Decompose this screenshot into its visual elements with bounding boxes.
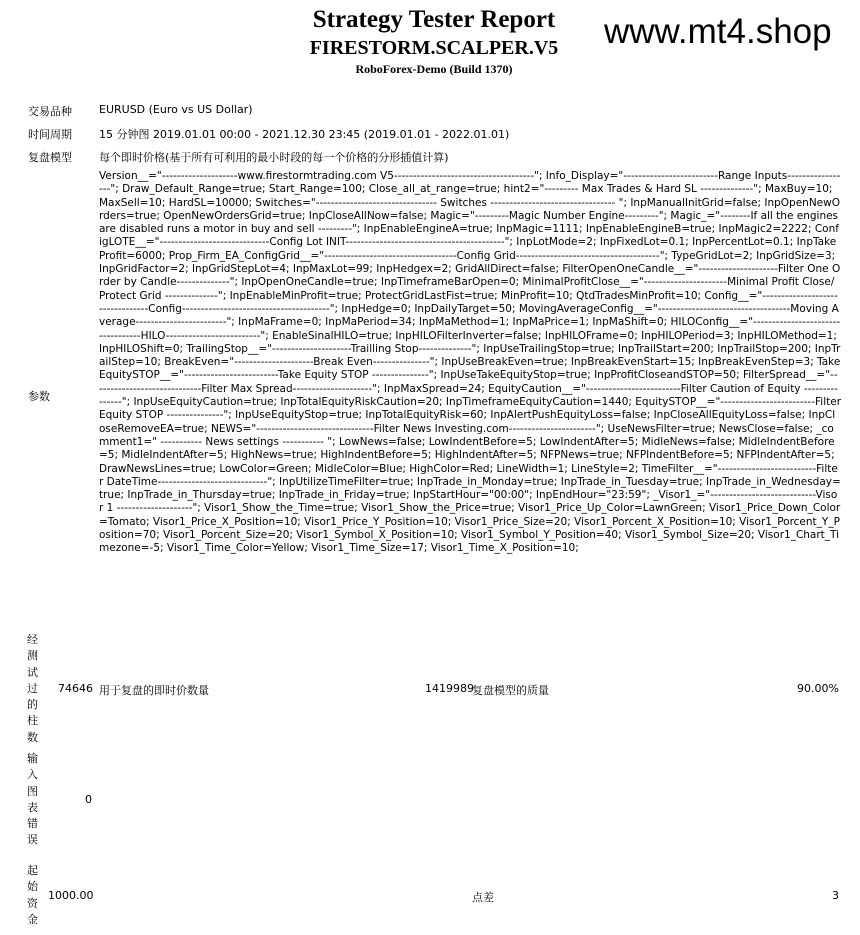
quality-label: 复盘模型的质量: [472, 684, 549, 697]
ticks-label: 用于复盘的即时价数量: [99, 684, 209, 697]
deposit-label: 起始资金: [27, 864, 38, 926]
bars-label: 经测试过的柱数: [27, 633, 38, 744]
errors-label: 输入图表错误: [27, 752, 38, 847]
period-label: 时间周期: [28, 128, 72, 141]
model-value: 每个即时价格(基于所有可利用的最小时段的每一个价格的分形插值计算): [99, 151, 449, 164]
params-label: 参数: [28, 390, 50, 403]
errors-value: 0: [85, 793, 92, 806]
symbol-value: EURUSD (Euro vs US Dollar): [99, 103, 253, 116]
model-label: 复盘模型: [28, 151, 72, 164]
report-title: Strategy Tester Report: [312, 6, 556, 33]
quality-value: 90.00%: [797, 682, 839, 695]
expert-name: FIRESTORM.SCALPER.V5: [309, 37, 559, 59]
period-value: 15 分钟图 2019.01.01 00:00 - 2021.12.30 23:45 (2019.01.01 - 2022.01.01): [99, 128, 510, 141]
deposit-value: 1000.00: [48, 889, 94, 902]
symbol-label: 交易品种: [28, 105, 72, 118]
server-build: RoboForex-Demo (Build 1370): [355, 62, 513, 76]
bars-value: 74646: [58, 682, 93, 695]
spread-label: 点差: [472, 891, 494, 904]
params-value: Version__="--------------------www.firestormtrading.com V5-------------------------------------"; Info_Display="-------------------------Range Inputs-----------------"; Draw_Default_Range=true; Start_Range=100; Close_all_at_range=true; hint2="--------- Max Trades & Hard SL --------------"; MaxBuy=10; MaxSell=10; HardSL=10000; Switches="-------------------------------- Switches --------------------------------- "; InpManualInitGrid=false; InpOpenNewOrders=true; OpenNewOrdersGrid=true; InpCloseAllNow=false; Magic="---------Magic Number Engine---------"; Magic_="--------If all the engines are disabled runs a motor in buy and sell ---------"; InpEnableEngineA=true; InpMagic=1111; InpEnableEngineB=true; InpMagic2=2222; ConfigLOTE__="-----------------------------Config Lot INIT------------------------------------------"; InpLotMode=2; InpFixedLot=0.1; InpPercentLot=0.1; InpTakeProfit=6000; Prop_Firm_EA_ConfigGrid__="-----------------------------------Config Grid--------------------------------------"; TypeGridLot=2; InpGridSize=3; InpGridFactor=2; InpGridStepLot=4; InpMaxLot=99; InpHedgex=2; GridAllDirect=false; FilterOpenOneCandle__="---------------------Filter One Order by Candle--------------"; InpOpenOneCandle=true; InpTimeframeBarOpen=0; MinimalProfitClose__="----------------------Minimal Profit Close/ Protect Grid --------------"; InpEnableMinProfit=true; ProtectGridLastFist=true; MinProfit=10; QtdTradesMinProfit=10; Config__="---------------------------------Config---------------------------------------"; InpHedge=0; InpDailyTarget=50; MovingAverageConfig__="-----------------------------------Moving Average------------------------"; InpMaFrame=0; InpMaPeriod=34; InpMaMethod=1; InpMaPrice=1; InpMaShift=0; HILOConfig__="----------------------------------HILO-------------------------"; EnableSinalHILO=true; InpHILOFilterInverter=false; InpHILOFrame=0; InpHILOPeriod=3; InpHILOMethod=1; InpHILOShift=0; TrailingStop__="---------------------Trailling Stop--------------"; InpUseTrailingStop=true; InpTrailStart=200; InpTrailStop=200; InpTrailStep=10; BreakEven="---------------------Break Even---------------"; InpUseBreakEven=true; InpBreakEvenStart=15; InpBreakEvenStep=3; TakeEquitySTOP__="-------------------------Take Equity STOP ---------------"; InpUseTakeEquityStop=true; InpProfitCloseandSTOP=50; FilterSpread__="-----------------------------Filter Max Spread---------------------"; InpMaxSpread=24; EquityCaution__="-------------------------Filter Caution of Equity ---------------"; InpUseEquityCaution=true; InpTotalEquityRiskCaution=20; InpTimeframeEquityCaution=1440; EquitySTOP__="-------------------------Filter Equity STOP ---------------"; InpUseEquityStop=true; InpTotalEquityRisk=60; InpAlertPushEquityLoss=false; InpCloseAllEquityLoss=false; InpCloseRemoveEA=true; NEWS="-------------------------------Filter News Investing.com-----------------------"; UseNewsFilter=true; NewsClose=false; _comment1=" ----------- News settings ----------- "; LowNews=false; LowIndentBefore=5; LowIndentAfter=5; MidleNews=false; MidleIndentBefore=5; MidleIndentAfter=5; HighNews=true; HighIndentBefore=5; HighIndentAfter=5; NFPNews=true; NFPIndentBefore=5; NFPIndentAfter=5; DrawNewsLines=true; LowColor=Green; MidleColor=Blue; HighColor=Red; LineWidth=1; LineStyle=2; TimeFilter__="--------------------------Filter DateTime-----------------------------"; InpUtilizeTimeFilter=true; InpTrade_in_Monday=true; InpTrade_in_Tuesday=true; InpTrade_in_Wednesday=true; InpTrade_in_Thursday=true; InpTrade_in_Friday=true; InpStartHour="00:00"; InpEndHour="23:59"; _Visor1_="----------------------------Visor 1 --------------------"; Visor1_Show_the_Time=true; Visor1_Show_the_Price=true; Visor1_Price_Up_Color=LawnGreen; Visor1_Price_Down_Color=Tomato; Visor1_Price_X_Position=10; Visor1_Price_Y_Position=10; Visor1_Price_Size=20; Visor1_Porcent_X_Position=10; Visor1_Porcent_Y_Position=70; Visor1_Porcent_Size=20; Visor1_Symbol_X_Position=10; Visor1_Symbol_Y_Position=40; Visor1_Symbol_Size=20; Visor1_Chart_Timezone=-5; Visor1_Time_Color=Yellow; Visor1_Time_Size=17; Visor1_Time_X_Position=10;: [99, 170, 842, 555]
watermark: www.mt4.shop: [604, 12, 832, 51]
ticks-value: 1419989: [425, 682, 474, 695]
spread-value: 3: [832, 889, 839, 902]
